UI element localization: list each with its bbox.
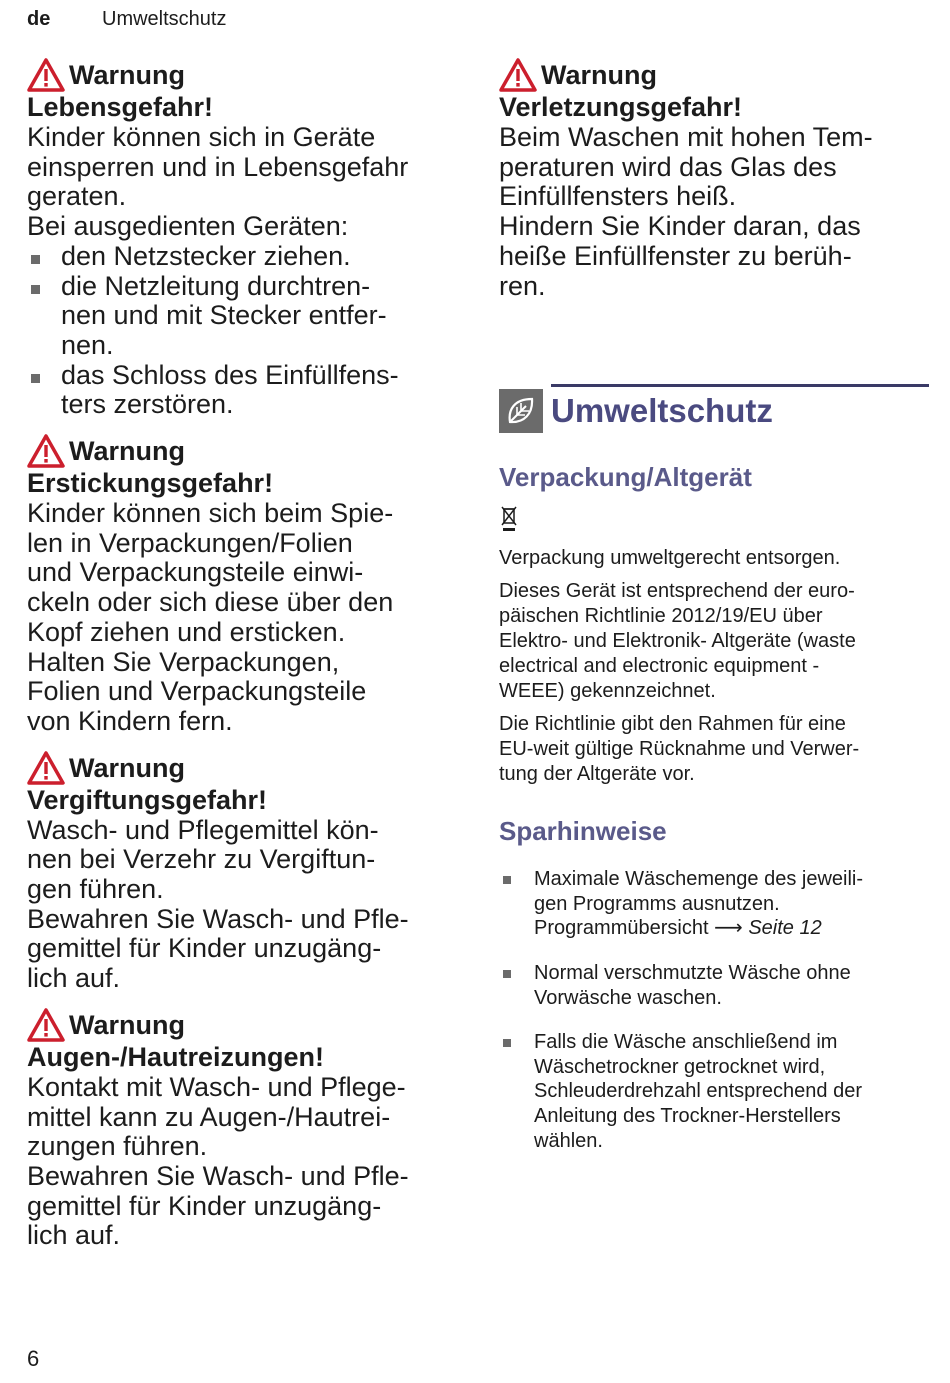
warning-text [27,499,467,737]
text-line: lich auf. [27,963,121,994]
warning-irritation [27,1008,467,1251]
text-line: len in Verpackungen/Folien [27,527,353,558]
warning-triangle-icon [27,1008,65,1042]
cross-reference[interactable] [534,916,929,941]
weee-bin-icon [499,505,929,538]
list-item [27,272,467,361]
reference-label: Programmübersicht [534,917,709,940]
text-line: Bewahren Sie Wasch- und Pfle- [27,1160,409,1191]
text-line: Hindern Sie Kinder daran, das [499,211,861,242]
text-line: Kinder können sich in Geräte [27,122,376,152]
list-item [499,961,929,1010]
text-line: Kontakt mit Wasch- und Pflege- [27,1071,406,1102]
packaging-paragraph [499,546,929,571]
warning-triangle-icon [27,434,65,468]
leaf-icon [499,389,543,433]
text-line: von Kindern fern. [27,705,233,736]
warning-poisoning [27,751,467,994]
text-line: Folien und Verpackungsteile [27,676,367,707]
text-line: Beim Waschen mit hohen Tem- [499,122,873,152]
list-item [27,361,467,420]
text-line: einsperren und in Lebensgefahr [27,151,409,182]
text-line: Wasch- und Pflegemittel kön- [27,814,379,845]
warning-subtitle: Lebensgefahr! [27,92,214,122]
text-line: Wäschetrockner getrocknet wird, [534,1055,826,1078]
directive-paragraph [499,712,929,787]
page-header [27,8,227,31]
text-line: Halten Sie Verpackungen, [27,646,340,677]
warning-triangle-icon [27,58,65,92]
warning-subtitle: Erstickungsgefahr! [27,468,274,499]
weee-paragraph [499,579,929,704]
text-line: Falls die Wäsche anschließend im [534,1031,838,1054]
text-line: die Netzleitung durchtren- [61,270,371,301]
text-line: ren. [499,270,546,301]
text-line: Anleitung des Trockner-Herstellers [534,1104,841,1127]
warning-text [499,123,929,301]
text-line: Bewahren Sie Wasch- und Pfle- [27,903,409,934]
warning-text [27,816,467,994]
text-line: EU-weit gültige Rücknahme und Verwer- [499,738,860,761]
list-item [499,1030,929,1153]
text-line: gemittel für Kinder unzugäng- [27,933,382,964]
text-line: den Netzstecker ziehen. [61,240,351,271]
warning-subtitle: Vergiftungsgefahr! [27,784,268,815]
list-item [499,867,929,941]
text-line: Die Richtlinie gibt den Rahmen für eine [499,713,846,736]
text-line: geraten. [27,181,127,212]
warning-text [27,1073,467,1251]
warning-injury [499,58,929,301]
warning-title: Warnung [541,60,657,90]
text-line: ckeln oder sich diese über den [27,587,394,618]
warning-title: Warnung [69,752,185,783]
text-line: päischen Richtlinie 2012/19/EU über [499,605,823,628]
tips-list [499,867,929,1153]
text-line: Dieses Gerät ist entsprechend der euro- [499,580,855,603]
warning-title: Warnung [69,436,185,467]
text-line: nen und mit Stecker entfer- [61,300,387,331]
packaging-heading: Verpackung/Altgerät [499,462,752,493]
environment-section-heading [499,389,929,433]
page-number: 6 [27,1346,40,1371]
text-line: heiße Einfüllfenster zu berüh- [499,240,852,271]
text-line: zungen führen. [27,1131,208,1162]
text-line: Schleuderdrehzahl entsprechend der [534,1080,862,1103]
section-title: Umweltschutz [551,391,773,429]
text-line: lich auf. [27,1220,121,1251]
text-line: nen. [61,329,114,360]
right-column [499,58,929,1173]
text-line: gen führen. [27,874,164,905]
left-column [27,58,467,1265]
text-line: ters zerstören. [61,389,234,420]
text-line: das Schloss des Einfüllfens- [61,359,399,390]
header-section-title: Umweltschutz [102,8,227,30]
warning-life-danger [27,58,467,420]
list-item [27,242,467,272]
text-line: und Verpackungsteile einwi- [27,557,364,588]
text-line: Kopf ziehen und ersticken. [27,616,346,647]
text-line: Elektro- und Elektronik- Altgeräte (waste [499,630,856,653]
warning-triangle-icon [499,58,537,92]
text-line: Verpackung umweltgerecht entsorgen. [499,547,841,570]
arrow-right-icon: ⟶ [714,917,743,940]
warning-title: Warnung [69,60,185,90]
warning-text [27,123,467,242]
text-line: WEEE) gekennzeichnet. [499,680,716,703]
warning-bullet-list [27,242,467,420]
text-line: gemittel für Kinder unzugäng- [27,1190,382,1221]
page-reference-link[interactable]: Seite 12 [748,917,822,940]
text-line: nen bei Verzehr zu Vergiftun- [27,844,376,875]
text-line: peraturen wird das Glas des [499,151,837,182]
text-line: wählen. [534,1129,603,1152]
warning-triangle-icon [27,751,65,785]
text-line: Maximale Wäschemenge des jeweili- [534,868,864,891]
warning-title: Warnung [69,1009,185,1040]
tips-heading: Sparhinweise [499,816,667,847]
text-line: mittel kann zu Augen-/Hautrei- [27,1101,391,1132]
text-line: Vorwäsche waschen. [534,986,722,1009]
text-line: electrical and electronic equipment - [499,655,820,678]
text-line: tung der Altgeräte vor. [499,763,695,786]
text-line: Einfüllfensters heiß. [499,181,737,212]
text-line: Bei ausgedienten Geräten: [27,211,349,242]
language-code: de [27,8,51,30]
text-line: gen Programms ausnutzen. [534,892,780,915]
warning-subtitle: Verletzungsgefahr! [499,92,743,122]
warning-suffocation [27,434,467,737]
text-line: Normal verschmutzte Wäsche ohne [534,962,851,984]
warning-subtitle: Augen-/Hautreizungen! [27,1041,324,1072]
text-line: Kinder können sich beim Spie- [27,498,394,529]
